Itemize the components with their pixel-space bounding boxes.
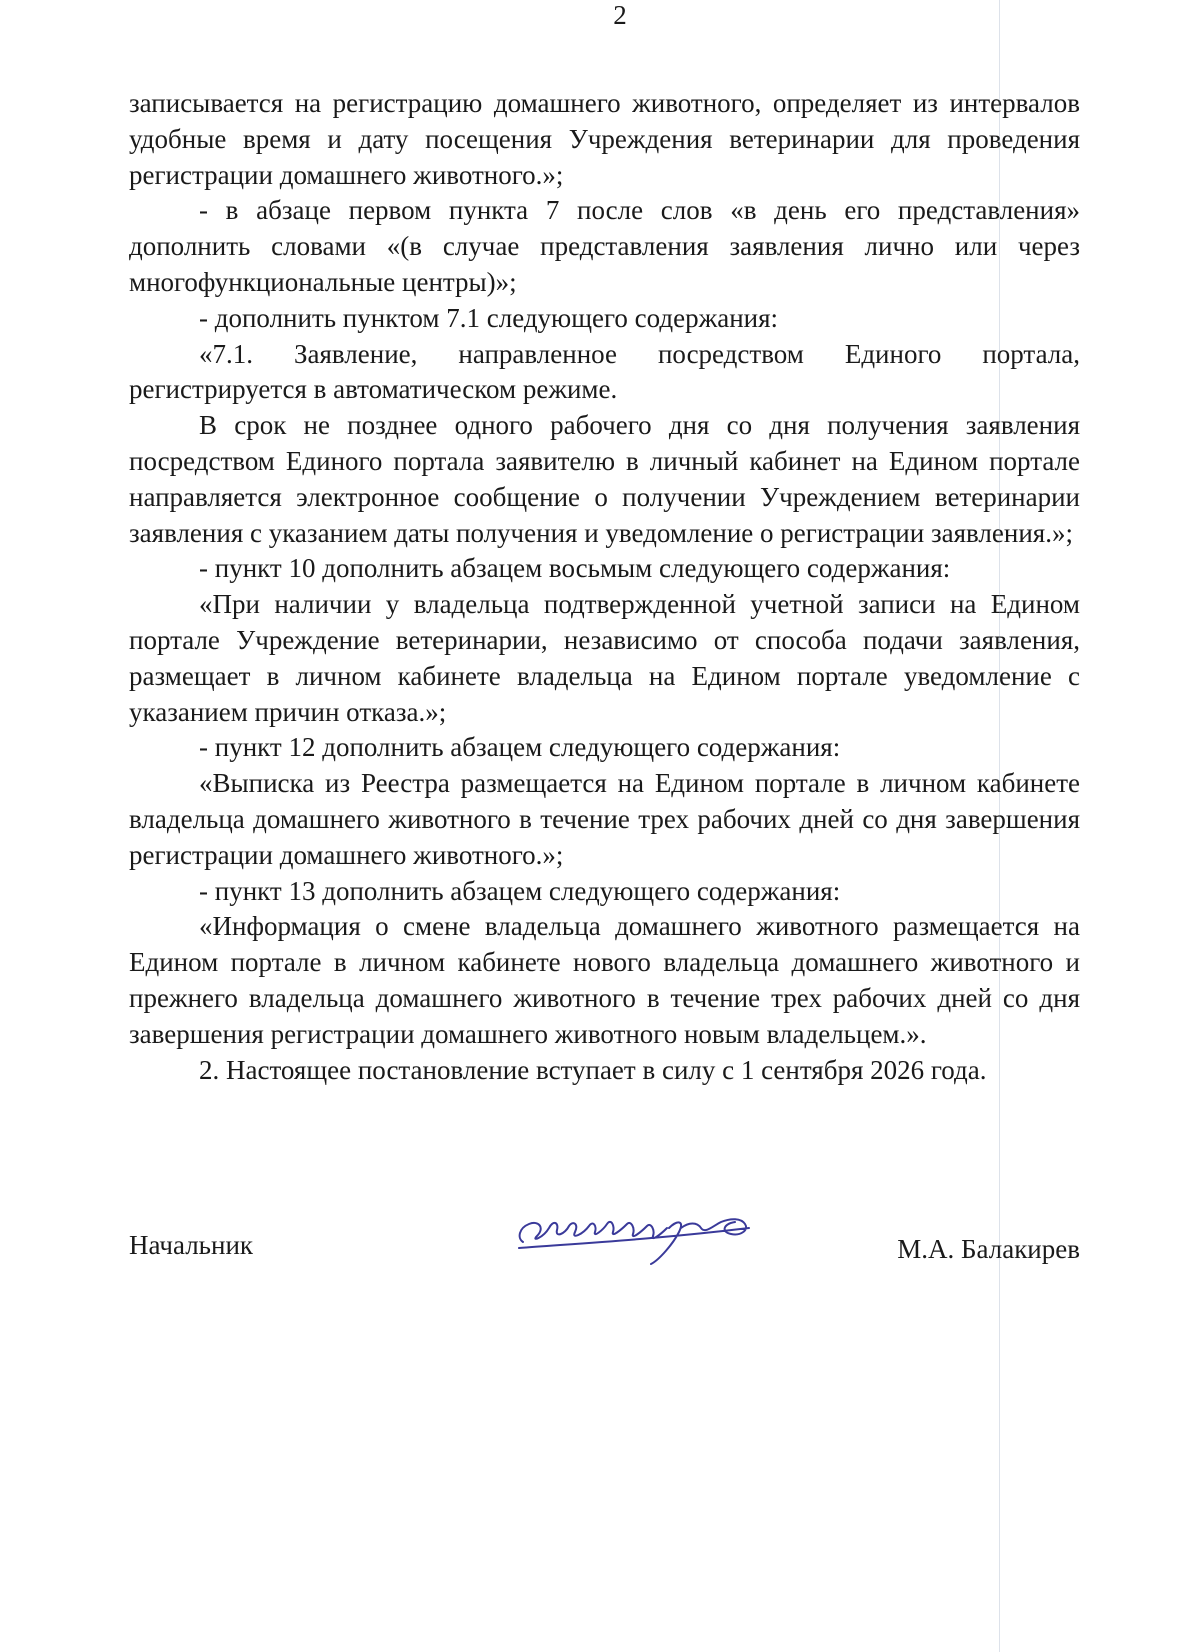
paragraph: - пункт 10 дополнить абзацем восьмым следующего содержания:	[199, 553, 951, 584]
signatory-name: М.А. Балакирев	[897, 1234, 1080, 1264]
signatory-position: Начальник	[129, 1230, 254, 1260]
document-body	[129, 86, 1080, 1088]
paragraph: «7.1. Заявление, направленное посредством Единого портала, регистрируется в автоматическом режиме.	[129, 338, 1080, 405]
paragraph: - дополнить пунктом 7.1 следующего содержания:	[199, 302, 779, 333]
page-number: 2	[613, 0, 627, 30]
paragraph: В срок не позднее одного рабочего дня со дня получения заявления посредством Единого портала заявителю в личный кабинет на Едином портале направляется электронное сообщение о получении Учреждением ветеринарии заявления с указанием даты получения и уведомление о регистрации заявления.»;	[129, 410, 1080, 548]
paragraph: записывается на регистрацию домашнего животного, определяет из интервалов удобные время и дату посещения Учреждения ветеринарии для проведения регистрации домашнего животного.»;	[129, 88, 1080, 190]
paragraph: «Информация о смене владельца домашнего животного размещается на Едином портале в личном кабинете нового владельца домашнего животного и прежнего владельца домашнего животного в течение трех рабочих дней со дня завершения регистрации домашнего животного новым владельцем.».	[129, 911, 1080, 1049]
paragraph: 2. Настоящее постановление вступает в силу с 1 сентября 2026 года.	[199, 1054, 987, 1085]
scan-artifact-line	[999, 0, 1000, 1652]
paragraph: - пункт 13 дополнить абзацем следующего содержания:	[199, 875, 841, 906]
paragraph: «Выписка из Реестра размещается на Едином портале в личном кабинете владельца домашнего животного в течение трех рабочих дней со дня завершения регистрации домашнего животного.»;	[129, 768, 1080, 870]
handwritten-signature	[509, 1198, 779, 1268]
paragraph: - пункт 12 дополнить абзацем следующего содержания:	[199, 732, 841, 763]
paragraph: - в абзаце первом пункта 7 после слов «в день его представления» дополнить словами «(в случае представления заявления лично или через многофункциональные центры)»;	[129, 195, 1080, 297]
signature-block	[129, 1212, 1080, 1272]
paragraph: «При наличии у владельца подтвержденной учетной записи на Едином портале Учреждение ветеринарии, независимо от способа подачи заявления, размещает в личном кабинете владельца на Едином портале уведомление с указанием причин отказа.»;	[129, 589, 1080, 727]
